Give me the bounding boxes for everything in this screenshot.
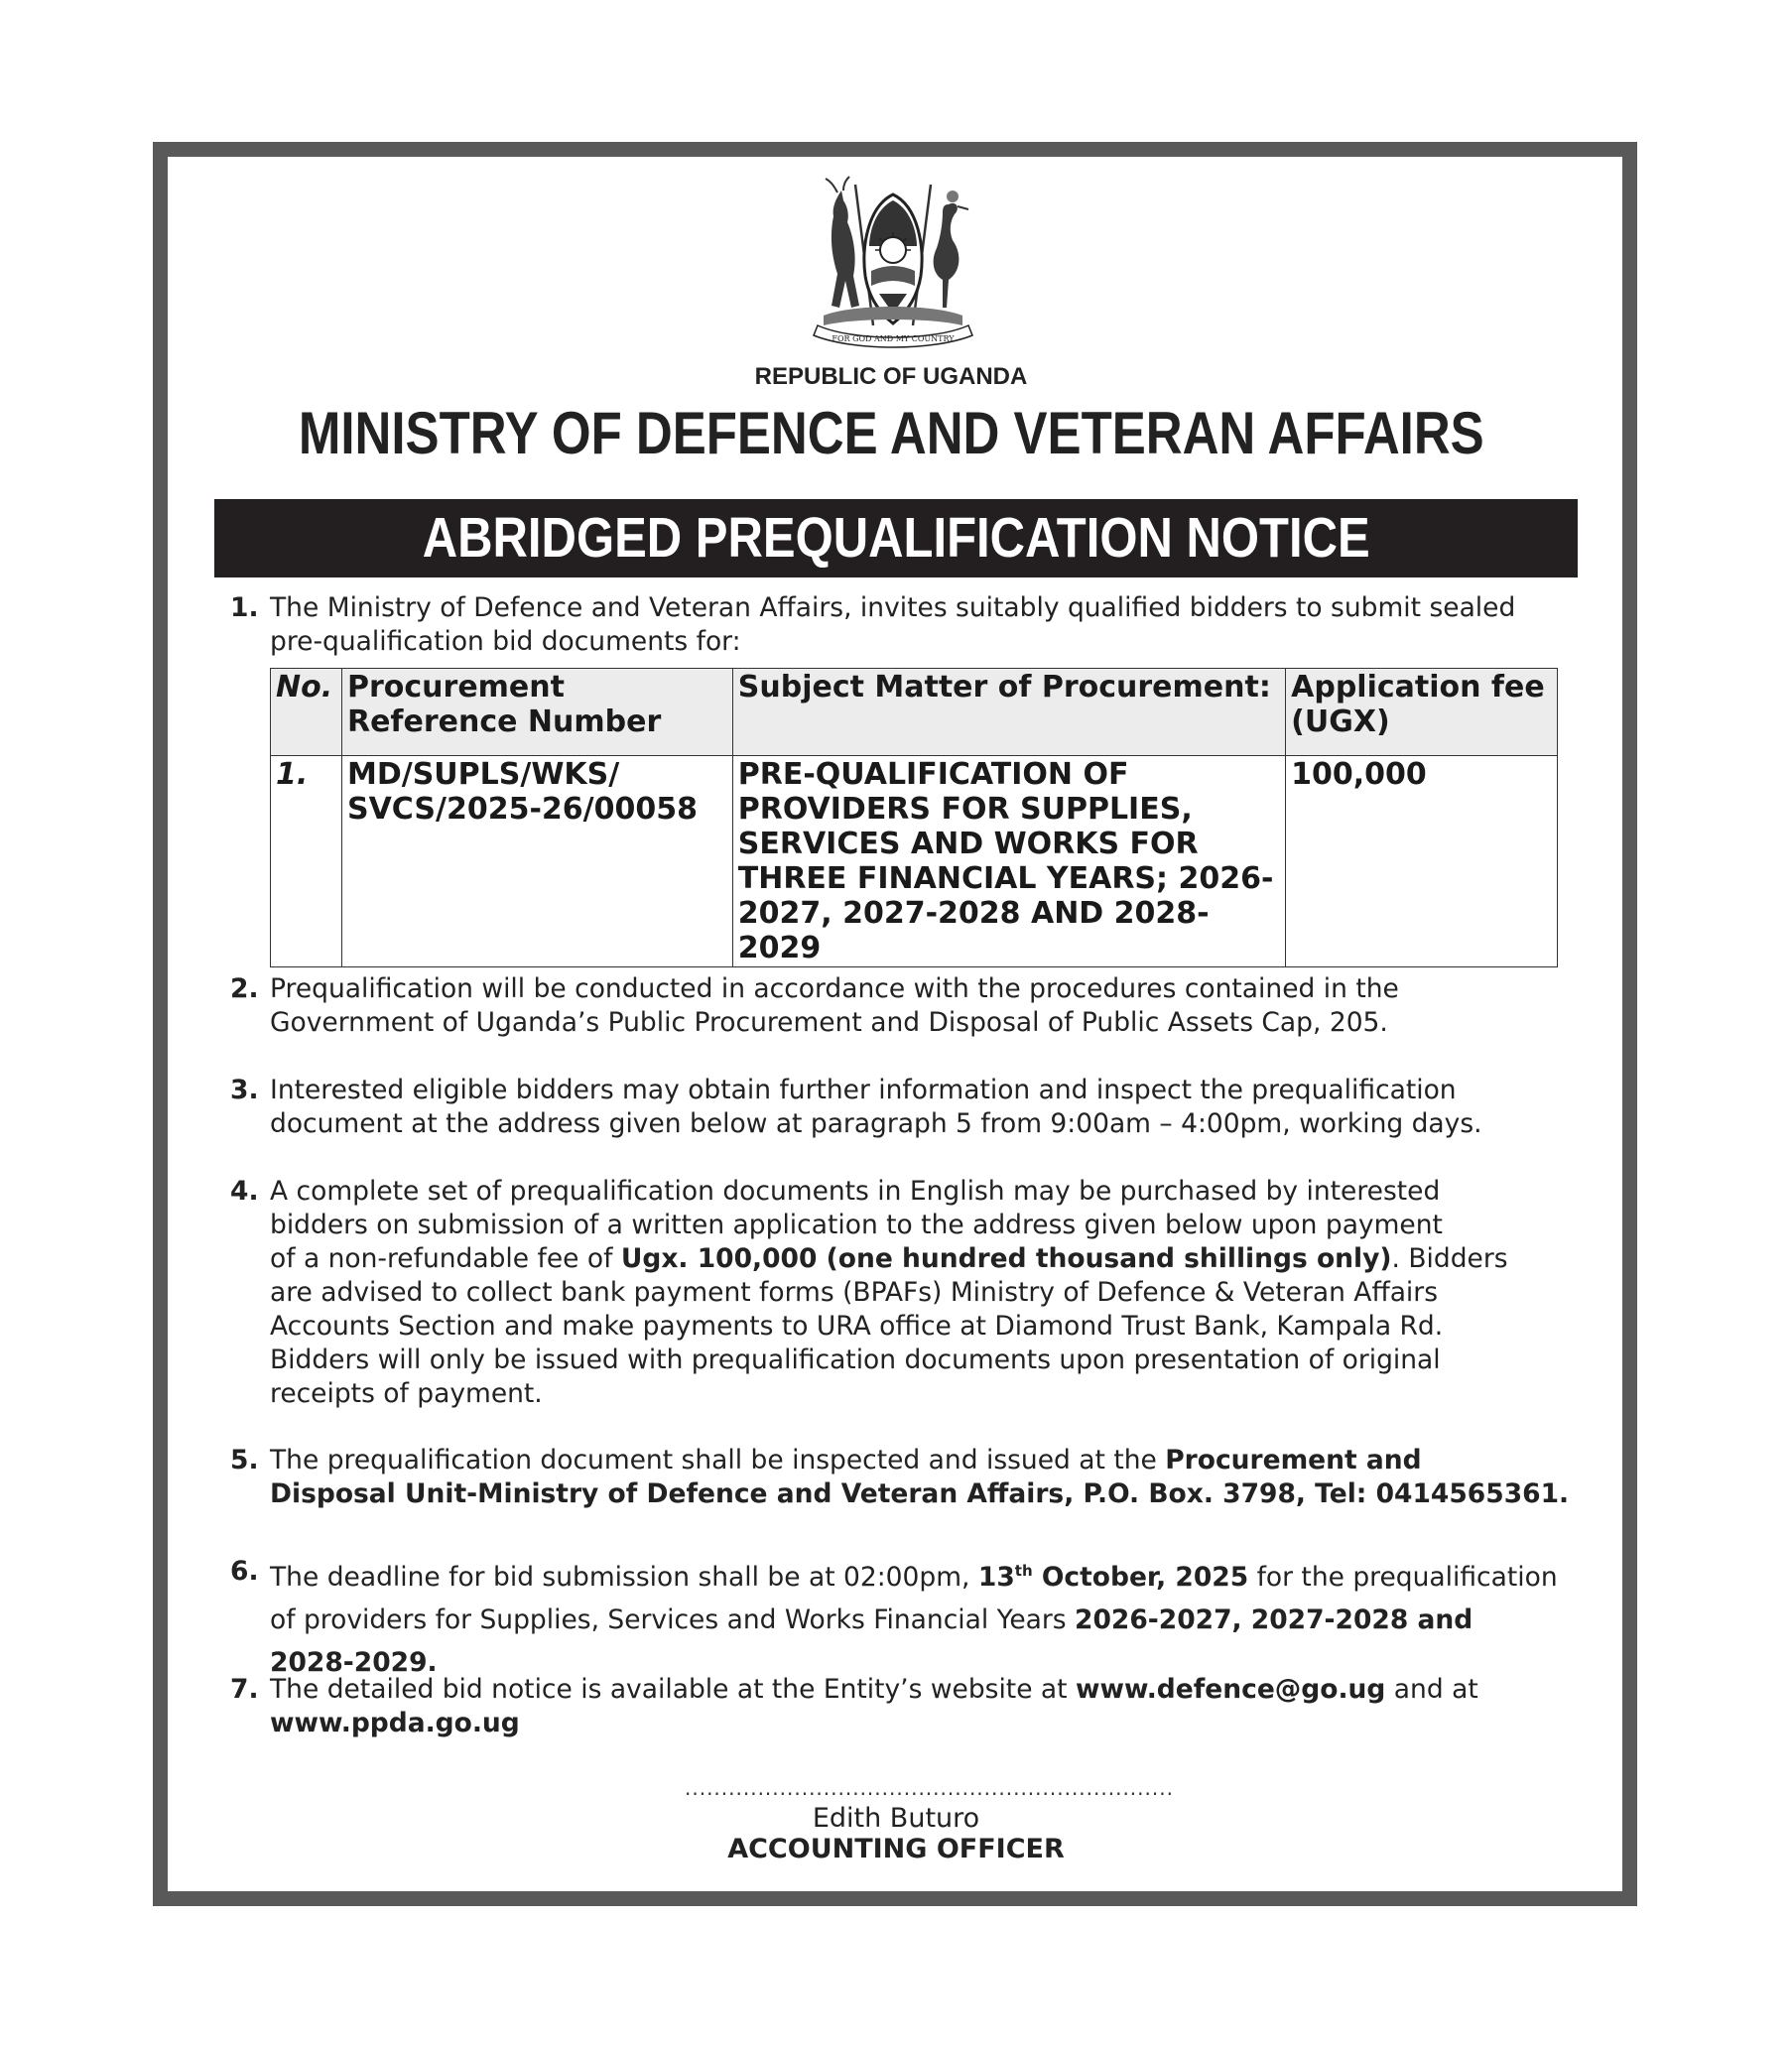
paragraph-text	[270, 1707, 1580, 1740]
table-row	[271, 756, 1558, 967]
paragraph-text: pre-qualification bid documents for:	[270, 626, 741, 657]
paragraph-4	[230, 1175, 1580, 1411]
cell-subject: PRE-QUALIFICATION OF PROVIDERS FOR SUPPLIES, SERVICES AND WORKS FOR THREE FINANCIAL YEARS; 2026-2027, 2027-2028 AND 2028-2029	[732, 756, 1285, 967]
paragraph-text: A complete set of prequalification documents in English may be purchased by interested	[270, 1176, 1441, 1207]
ministry-heading: MINISTRY OF DEFENCE AND VETERAN AFFAIRS	[298, 400, 1484, 466]
cell-no: 1.	[271, 756, 342, 967]
column-header-fee: Application fee (UGX)	[1286, 669, 1558, 756]
cell-reference: MD/SUPLS/WKS/ SVCS/2025-26/00058	[341, 756, 732, 967]
notice-title-banner	[214, 499, 1578, 577]
paragraph-text: The detailed bid notice is available at the Entity’s website at www.defence@go.ug and at	[270, 1674, 1478, 1705]
paragraph-text: receipts of payment.	[270, 1378, 543, 1409]
paragraph-1	[230, 591, 1580, 659]
paragraph-text: of a non-refundable fee of Ugx. 100,000 (one hundred thousand shillings only). Bidders	[270, 1243, 1508, 1274]
republic-heading: REPUBLIC OF UGANDA	[754, 363, 1028, 390]
paragraph-text: Government of Uganda’s Public Procurement and Disposal of Public Assets Cap, 205.	[270, 1007, 1388, 1038]
fee-amount: Ugx. 100,000 (one hundred thousand shillings only)	[620, 1243, 1392, 1274]
paragraph-number: 6.	[230, 1556, 259, 1587]
procurement-unit-address: Disposal Unit-Ministry of Defence and Veteran Affairs, P.O. Box. 3798, Tel: 0414565361.	[270, 1478, 1570, 1509]
crest-motto: FOR GOD AND MY COUNTRY	[832, 334, 955, 343]
signature-line: ...................................................................	[685, 1776, 1174, 1800]
paragraph-text: The deadline for bid submission shall be at 02:00pm, 13th October, 2025 for the prequalification	[270, 1561, 1558, 1593]
paragraph-text: bidders on submission of a written application to the address given below upon payment	[270, 1210, 1443, 1240]
paragraph-2	[230, 972, 1580, 1040]
paragraph-3	[230, 1074, 1580, 1141]
paragraph-text	[270, 1477, 1580, 1511]
column-header-subject: Subject Matter of Procurement:	[732, 669, 1285, 756]
paragraph-number: 3.	[230, 1075, 259, 1105]
paragraph-text: The prequalification document shall be inspected and issued at the Procurement and	[270, 1445, 1422, 1475]
paragraph-text: Prequalification will be conducted in accordance with the procedures contained in the	[270, 973, 1399, 1004]
column-header-reference: Procurement Reference Number	[341, 669, 732, 756]
paragraph-5	[230, 1444, 1580, 1511]
paragraph-number: 1.	[230, 592, 259, 623]
paragraph-6	[230, 1550, 1580, 1684]
paragraph-number: 2.	[230, 973, 259, 1004]
paragraph-text: are advised to collect bank payment forms (BPAFs) Ministry of Defence & Veteran Affairs	[270, 1277, 1438, 1308]
uganda-coat-of-arms-emblem	[804, 177, 982, 350]
paragraph-number: 4.	[230, 1176, 259, 1207]
column-header-no: No.	[271, 669, 342, 756]
table-header-row	[271, 669, 1558, 756]
paragraph-text: The Ministry of Defence and Veteran Affairs, invites suitably qualified bidders to submit sealed	[270, 592, 1516, 623]
paragraph-7	[230, 1673, 1580, 1740]
deadline-date: 13th October, 2025	[977, 1561, 1249, 1593]
signatory-title: ACCOUNTING OFFICER	[727, 1834, 1065, 1864]
paragraph-text: document at the address given below at paragraph 5 from 9:00am – 4:00pm, working days.	[270, 1108, 1482, 1139]
paragraph-text: Bidders will only be issued with prequalification documents upon presentation of original	[270, 1345, 1441, 1375]
signatory-name: Edith Buturo	[812, 1803, 980, 1834]
paragraph-text: Accounts Section and make payments to URA office at Diamond Trust Bank, Kampala Rd.	[270, 1311, 1444, 1342]
paragraph-number: 5.	[230, 1445, 259, 1475]
website-link-ppda[interactable]: www.ppda.go.ug	[270, 1708, 520, 1738]
website-link-defence[interactable]: www.defence@go.ug	[1075, 1674, 1386, 1705]
paragraph-number: 7.	[230, 1674, 259, 1705]
procurement-table	[270, 668, 1558, 967]
notice-title: ABRIDGED PREQUALIFICATION NOTICE	[422, 506, 1370, 570]
cell-fee: 100,000	[1286, 756, 1558, 967]
paragraph-text: Interested eligible bidders may obtain further information and inspect the prequalification	[270, 1075, 1457, 1105]
paragraph-text: of providers for Supplies, Services and Works Financial Years 2026-2027, 2027-2028 and	[270, 1603, 1473, 1635]
paragraph-text: 2028-2029.	[270, 1646, 438, 1678]
